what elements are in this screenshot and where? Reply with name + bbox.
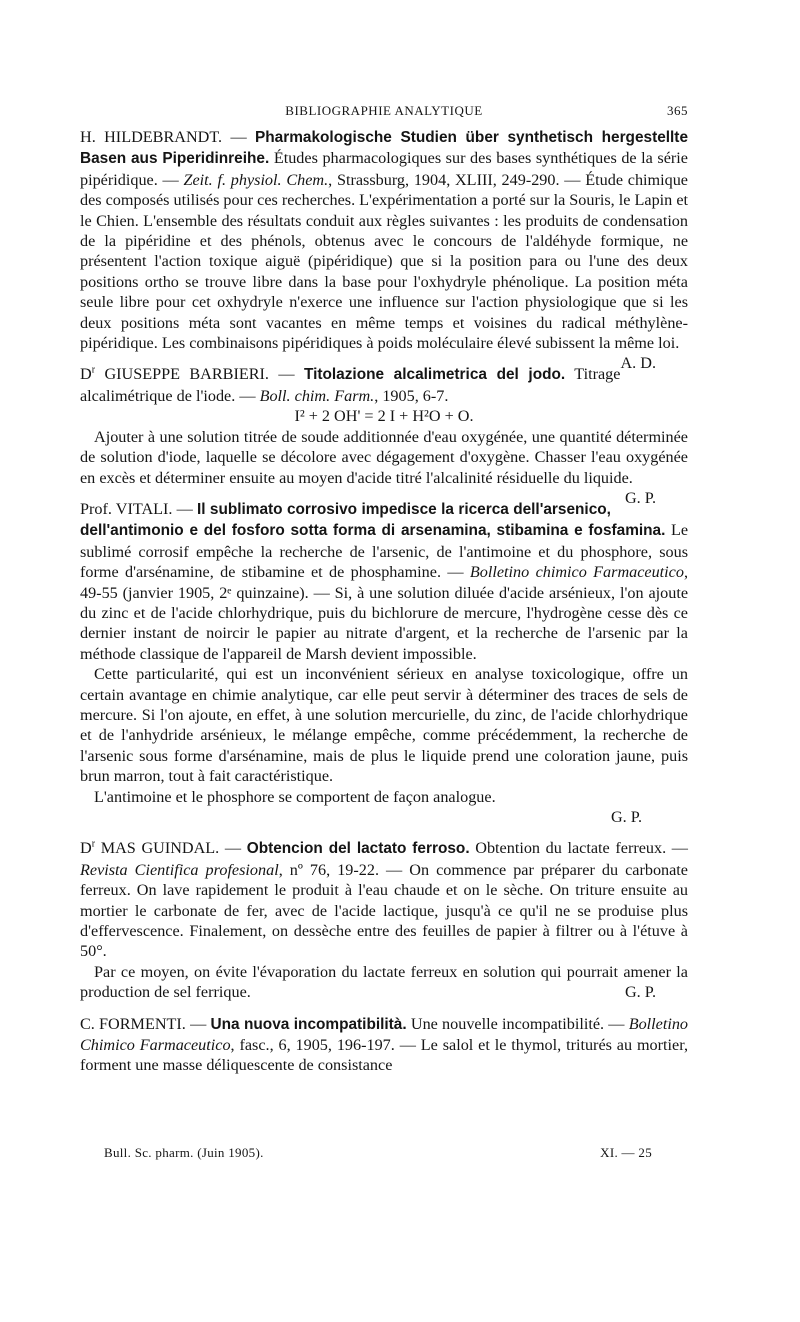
entry-text: , fasc., 6, 1905, 196-197. — Le salol et le thymol, triturés au mortier, forment une masse déliquescente de consistance bbox=[80, 1036, 688, 1075]
entry-source: Zeit. f. physiol. Chem. bbox=[183, 170, 329, 189]
bibliography-entry bbox=[80, 838, 688, 1002]
entry-text: , Strassburg, 1904, XLIII, 249-290. — Étude chimique des composés utilisés pour ces recherches. L'expérimentation a porté sur la Souris, le Lapin et le Chien. L'ensemble des résultats conduit aux règles suivantes : les produits de condensation de la pipéridine et des phénols, obtenus avec le concours de l'aldéhyde formique, ne présentent l'action toxique aiguë (pipéridique) que si la position para ou l'une des deux positions ortho se trouve libre dans la base pour l'oxhydryle phénolique. La position méta seule libre pour cet oxhydryle n'exerce une influence sur l'action physiologique que si les deux positions méta sont vacantes en même temps et voisines du radical méthylène-pipéridique. Les combinaisons pipéridiques à poids moléculaire élevé subissent la même loi. bbox=[80, 170, 688, 353]
entry-source: Bolletino chimico Farmaceutico bbox=[469, 563, 684, 582]
running-head bbox=[80, 103, 688, 123]
entry-lead: Études pharmacologiques sur des bases synthétiques de la série pipéridique. — bbox=[80, 149, 688, 189]
entry-paragraph: Prof. VITALI. — Il sublimato corrosivo impedisce la ricerca dell'arsenico, dell'antimonio e del fosforo sotta forma di arsenamina, stibamina e fosfamina. Le sublimé corrosif empêche la recherche de l'arsenic, de l'antimoine et du phosphore, sous forme d'arsénamine, de stibamine et de phosphamine. — Bolletino chimico Farmaceutico, 49-55 (janvier 1905, 2ᵉ quinzaine). — Si, à une solution diluée d'acide arsénieux, l'on ajoute du zinc et de l'acide chlorhydrique, puis du bichlorure de mercure, l'hydrogène cesse dès ce dernier instant de noircir le papier au nitrate d'argent, et la recherche de l'arsenic par la méthode classique de l'appareil de Marsh devient impossible. bbox=[80, 499, 689, 663]
entry-signature: G. P. bbox=[624, 983, 656, 1002]
running-title: BIBLIOGRAPHIE ANALYTIQUE bbox=[285, 103, 483, 118]
entry-paragraph bbox=[80, 427, 688, 507]
bibliography-entry bbox=[80, 364, 688, 507]
entry-author: MAS GUINDAL. bbox=[95, 839, 220, 858]
entry-title: Il sublimato corrosivo impedisce la ricerca dell'arsenico, dell'antimonio e del fosforo sotta forma di arsenamina, stibamina e fosfamina. bbox=[80, 500, 666, 540]
chemical-formula: I² + 2 OH' = 2 I + H²O + O. bbox=[294, 407, 474, 426]
footer-volume: XI. — 25 bbox=[600, 1145, 652, 1160]
entry-author: GIUSEPPE BARBIERI. bbox=[95, 365, 269, 384]
entry-title: Obtencion del lactato ferroso. bbox=[246, 840, 470, 858]
entry-author: C. FORMENTI. bbox=[80, 1014, 186, 1033]
entry-text: , 49-55 (janvier 1905, 2ᵉ quinzaine). — Si, à une solution diluée d'acide arsénieux, l'on ajoute du zinc et de l'acide chlorhydrique, puis du bichlorure de mercure, l'hydrogène cesse dès ce dernier instant de noircir le papier au nitrate d'argent, et la recherche de l'arsenic par la méthode classique de l'appareil de Marsh devient impossible. bbox=[80, 563, 689, 663]
entry-text: Par ce moyen, on évite l'évaporation du lactate ferreux en solution qui pourrait amener la production de sel ferrique. bbox=[80, 962, 688, 1002]
entry-signature: G. P. bbox=[624, 488, 656, 507]
entry-text: , nº 76, 19-22. — On commence par préparer du carbonate ferreux. On lave rapidement le produit à l'eau chaude et on le sèche. On triture ensuite au mortier le carbonate de fer, avec de l'acide lactique, jusqu'à ce qu'il ne se produise plus d'effervescence. Finalement, on dessèche entre des feuilles de papier à filtrer ou à l'étuve à 50°. bbox=[80, 860, 688, 961]
entry-paragraph: $D^r$ GIUSEPPE BARBIERI. — Titolazione alcalimetrica del jodo. Titrage alcalimétrique de l'iode. — Boll. chim. Farm., 1905, 6-7. bbox=[80, 365, 621, 405]
entry-source: Bolletino Chimico Farmaceutico bbox=[80, 1014, 689, 1055]
entry-author-prefix: D bbox=[80, 839, 92, 858]
entry-lead: Titrage alcalimétrique de l'iode. — bbox=[80, 365, 621, 405]
entry-paragraph: C. FORMENTI. — Una nuova incompatibilità. Une nouvelle incompatibilité. — Bolletino Chimico Farmaceutico, fasc., 6, 1905, 196-197. — Le salol et le thymol, triturés au mortier, forment une masse déliquescente de consistance bbox=[80, 1014, 689, 1075]
entry-title: Una nuova incompatibilità. bbox=[210, 1015, 407, 1033]
entry-source: Boll. chim. Farm. bbox=[259, 386, 375, 405]
bibliography-body bbox=[80, 127, 688, 1087]
bibliography-entry bbox=[80, 1014, 688, 1076]
entry-author: Prof. VITALI. bbox=[80, 499, 173, 518]
footer-journal: Bull. Sc. pharm. (Juin 1905). bbox=[104, 1145, 264, 1160]
entry-paragraph: $D^r$ MAS GUINDAL. — Obtencion del lactato ferroso. Obtention du lactate ferreux. — Revista Cientifica profesional, nº 76, 19-22. — On commence par préparer du carbonate ferreux. On lave rapidement le produit à l'eau chaude et on le sèche. On triture ensuite au mortier le carbonate de fer, avec de l'acide lactique, jusqu'à ce qu'il ne se produise plus d'effervescence. Finalement, on dessèche entre des feuilles de papier à filtrer ou à l'étuve à 50°. bbox=[80, 839, 688, 961]
entry-title: Titolazione alcalimetrica del jodo. bbox=[303, 366, 566, 384]
entry-lead: Obtention du lactate ferreux. — bbox=[475, 839, 688, 858]
entry-paragraph: Cette particularité, qui est un inconvénient sérieux en analyse toxicologique, offre un certain avantage en chimie analytique, car elle peut servir à déterminer des traces de sels de mercure. Si l'on ajoute, en effet, à une solution mercurielle, du zinc, de l'acide chlorhydrique et de l'anhydride arsénieux, le mélange empêche, comme précédemment, la recherche de l'arsenic sous forme d'arsénamine, mais de plus le liquide prend une coloration jaune, puis brun marron, tout à fait caractéristique. bbox=[80, 665, 688, 786]
entry-author-prefix: D bbox=[80, 365, 92, 384]
entry-signature: G. P. bbox=[610, 808, 642, 826]
entry-lead: Le sublimé corrosif empêche la recherche de l'arsenic, de l'antimoine et du phosphore, sous forme d'arsénamine, de stibamine et de phosphamine. — bbox=[80, 521, 689, 582]
entry-author-sup: r bbox=[91, 839, 96, 851]
page-number: 365 bbox=[667, 103, 688, 118]
entry-author-sup: r bbox=[91, 365, 96, 377]
page-footer bbox=[104, 1145, 652, 1165]
entry-text: , 1905, 6-7. bbox=[374, 386, 449, 405]
entry-paragraph: L'antimoine et le phosphore se comportent de façon analogue. bbox=[94, 787, 496, 806]
entry-signature: A. D. bbox=[620, 354, 656, 373]
entry-text: Ajouter à une solution titrée de soude additionnée d'eau oxygénée, une quantité déterminée de solution d'iode, laquelle se décolore avec dégagement d'oxygène. Chasser l'eau oxygénée en excès et déterminer ensuite au moyen d'acide titré l'alcalinité résiduelle du liquide. bbox=[80, 427, 688, 487]
entry-author: H. HILDEBRANDT. bbox=[80, 128, 223, 146]
entry-title: Pharmakologische Studien über synthetisch hergestellte Basen aus Piperidinreihe. bbox=[80, 129, 688, 168]
entry-source: Revista Cientifica profesional bbox=[80, 860, 279, 879]
bibliography-entry bbox=[80, 499, 688, 828]
entry-paragraph bbox=[80, 962, 688, 1003]
entry-paragraph: H. HILDEBRANDT. — Pharmakologische Studien über synthetisch hergestellte Basen aus Piperidinreihe. Études pharmacologiques sur des bases synthétiques de la série pipéridique. — Zeit. f. physiol. Chem., Strassburg, 1904, XLIII, 249-290. — Étude chimique des composés utilisés pour ces recherches. L'expérimentation a porté sur la Souris, le Lapin et le Chien. L'ensemble des résultats conduit aux règles suivantes : les produits de condensation de la pipéridine et des phénols, obtenus avec le concours de l'aldéhyde formique, ne présentent l'action toxique aiguë (pipéridique) que si la position para ou l'une des deux positions ortho se trouve libre dans la base pour l'oxhydryle phénolique. La position méta seule libre pour cet oxhydryle n'exerce une influence sur l'action physiologique que si les deux positions méta sont vacantes en même temps et voisines du radical méthylène-pipéridique. Les combinaisons pipéridiques à poids moléculaire élevé subissent la même loi. A. D. bbox=[80, 128, 688, 373]
bibliography-entry bbox=[80, 127, 688, 373]
entry-lead: Une nouvelle incompatibilité. — bbox=[410, 1014, 625, 1033]
